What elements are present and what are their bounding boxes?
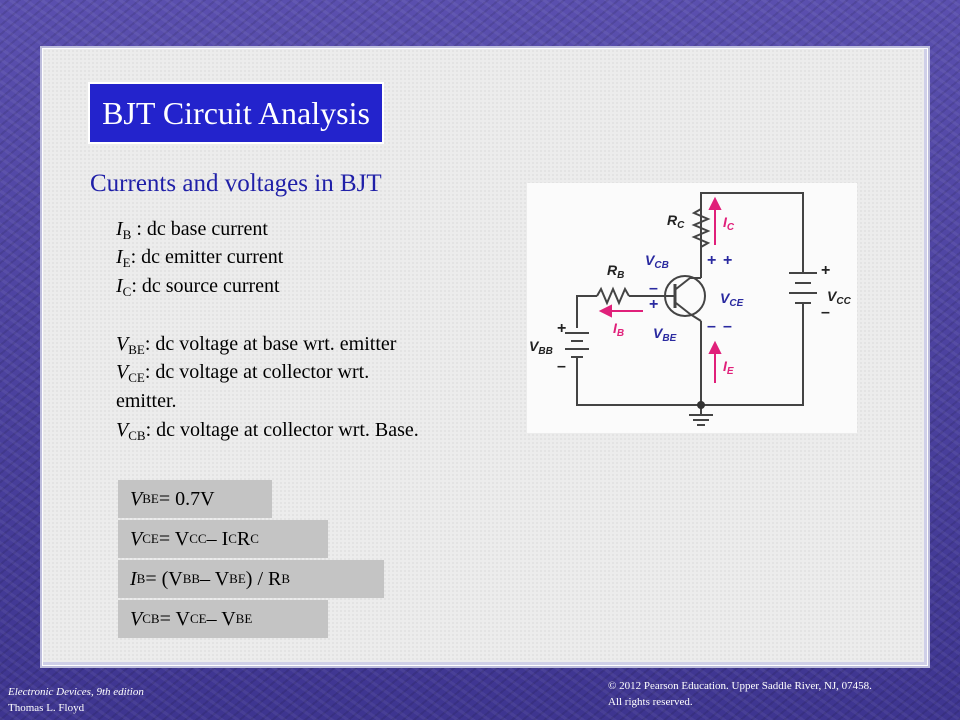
formula-ib: I B = (V BB – V BE ) / R B	[118, 560, 384, 598]
slide-subtitle: Currents and voltages in BJT	[90, 170, 382, 197]
footer-copyright	[608, 678, 872, 710]
def-vbe: $V_{BE}$: dc voltage at base wrt. emitter	[116, 333, 397, 357]
label-rb: $R_B$	[607, 262, 625, 281]
label-vce: $V_{CE}$	[720, 290, 744, 309]
footer-copyright-line2: All rights reserved.	[608, 696, 693, 708]
bjt-circuit-figure	[527, 183, 857, 433]
footer-book: Electronic Devices, 9th edition	[8, 686, 144, 698]
label-ic: $I_C$	[723, 214, 735, 233]
sign-vcc-plus: +	[821, 262, 831, 279]
label-ie: $I_E$	[723, 358, 734, 377]
label-vbb: $V_{BB}$	[529, 338, 553, 357]
sign-vce-plus: +	[723, 252, 733, 269]
def-vce: $V_{CE}$: dc voltage at collector wrt.	[116, 361, 370, 385]
formula-vbe: V BE = 0.7V	[118, 480, 272, 518]
footer-book-info	[8, 684, 144, 716]
label-vcb: $V_{CB}$	[645, 252, 669, 271]
sign-vcb-plus1: +	[707, 252, 717, 269]
def-vce-cont: emitter.	[116, 390, 177, 412]
sign-vce-minus: –	[723, 318, 732, 335]
label-vbe: $V_{BE}$	[653, 325, 677, 344]
sign-vbb-plus: +	[557, 320, 567, 337]
label-rc: $R_C$	[667, 212, 685, 231]
ground-node	[697, 401, 705, 409]
sign-vbe-plus: +	[649, 296, 659, 313]
def-ie: $I_E$: dc emitter current	[116, 246, 284, 270]
sign-vcc-minus: –	[821, 304, 830, 321]
def-vcb: $V_{CB}$: dc voltage at collector wrt. Base.	[116, 419, 419, 443]
label-vcc: $V_{CC}$	[827, 288, 851, 307]
sign-vbb-minus: –	[557, 358, 566, 375]
sign-vcb-minus: –	[649, 280, 658, 297]
slide-title-text: BJT Circuit Analysis	[102, 94, 370, 131]
footer-author: Thomas L. Floyd	[8, 702, 85, 714]
def-ic: $I_C$: dc source current	[116, 275, 280, 299]
slide-title	[88, 82, 384, 144]
label-ib: $I_B$	[613, 320, 625, 339]
formula-vce: V CE = V CC – I C R C	[118, 520, 328, 558]
circuit-diagram	[527, 183, 857, 433]
footer-copyright-line1: © 2012 Pearson Education. Upper Saddle River, NJ, 07458.	[608, 680, 872, 692]
sign-vbe-minus: –	[707, 318, 716, 335]
formula-vcb: V CB = V CE – V BE	[118, 600, 328, 638]
def-ib: $I_B$ : dc base current	[116, 218, 268, 242]
